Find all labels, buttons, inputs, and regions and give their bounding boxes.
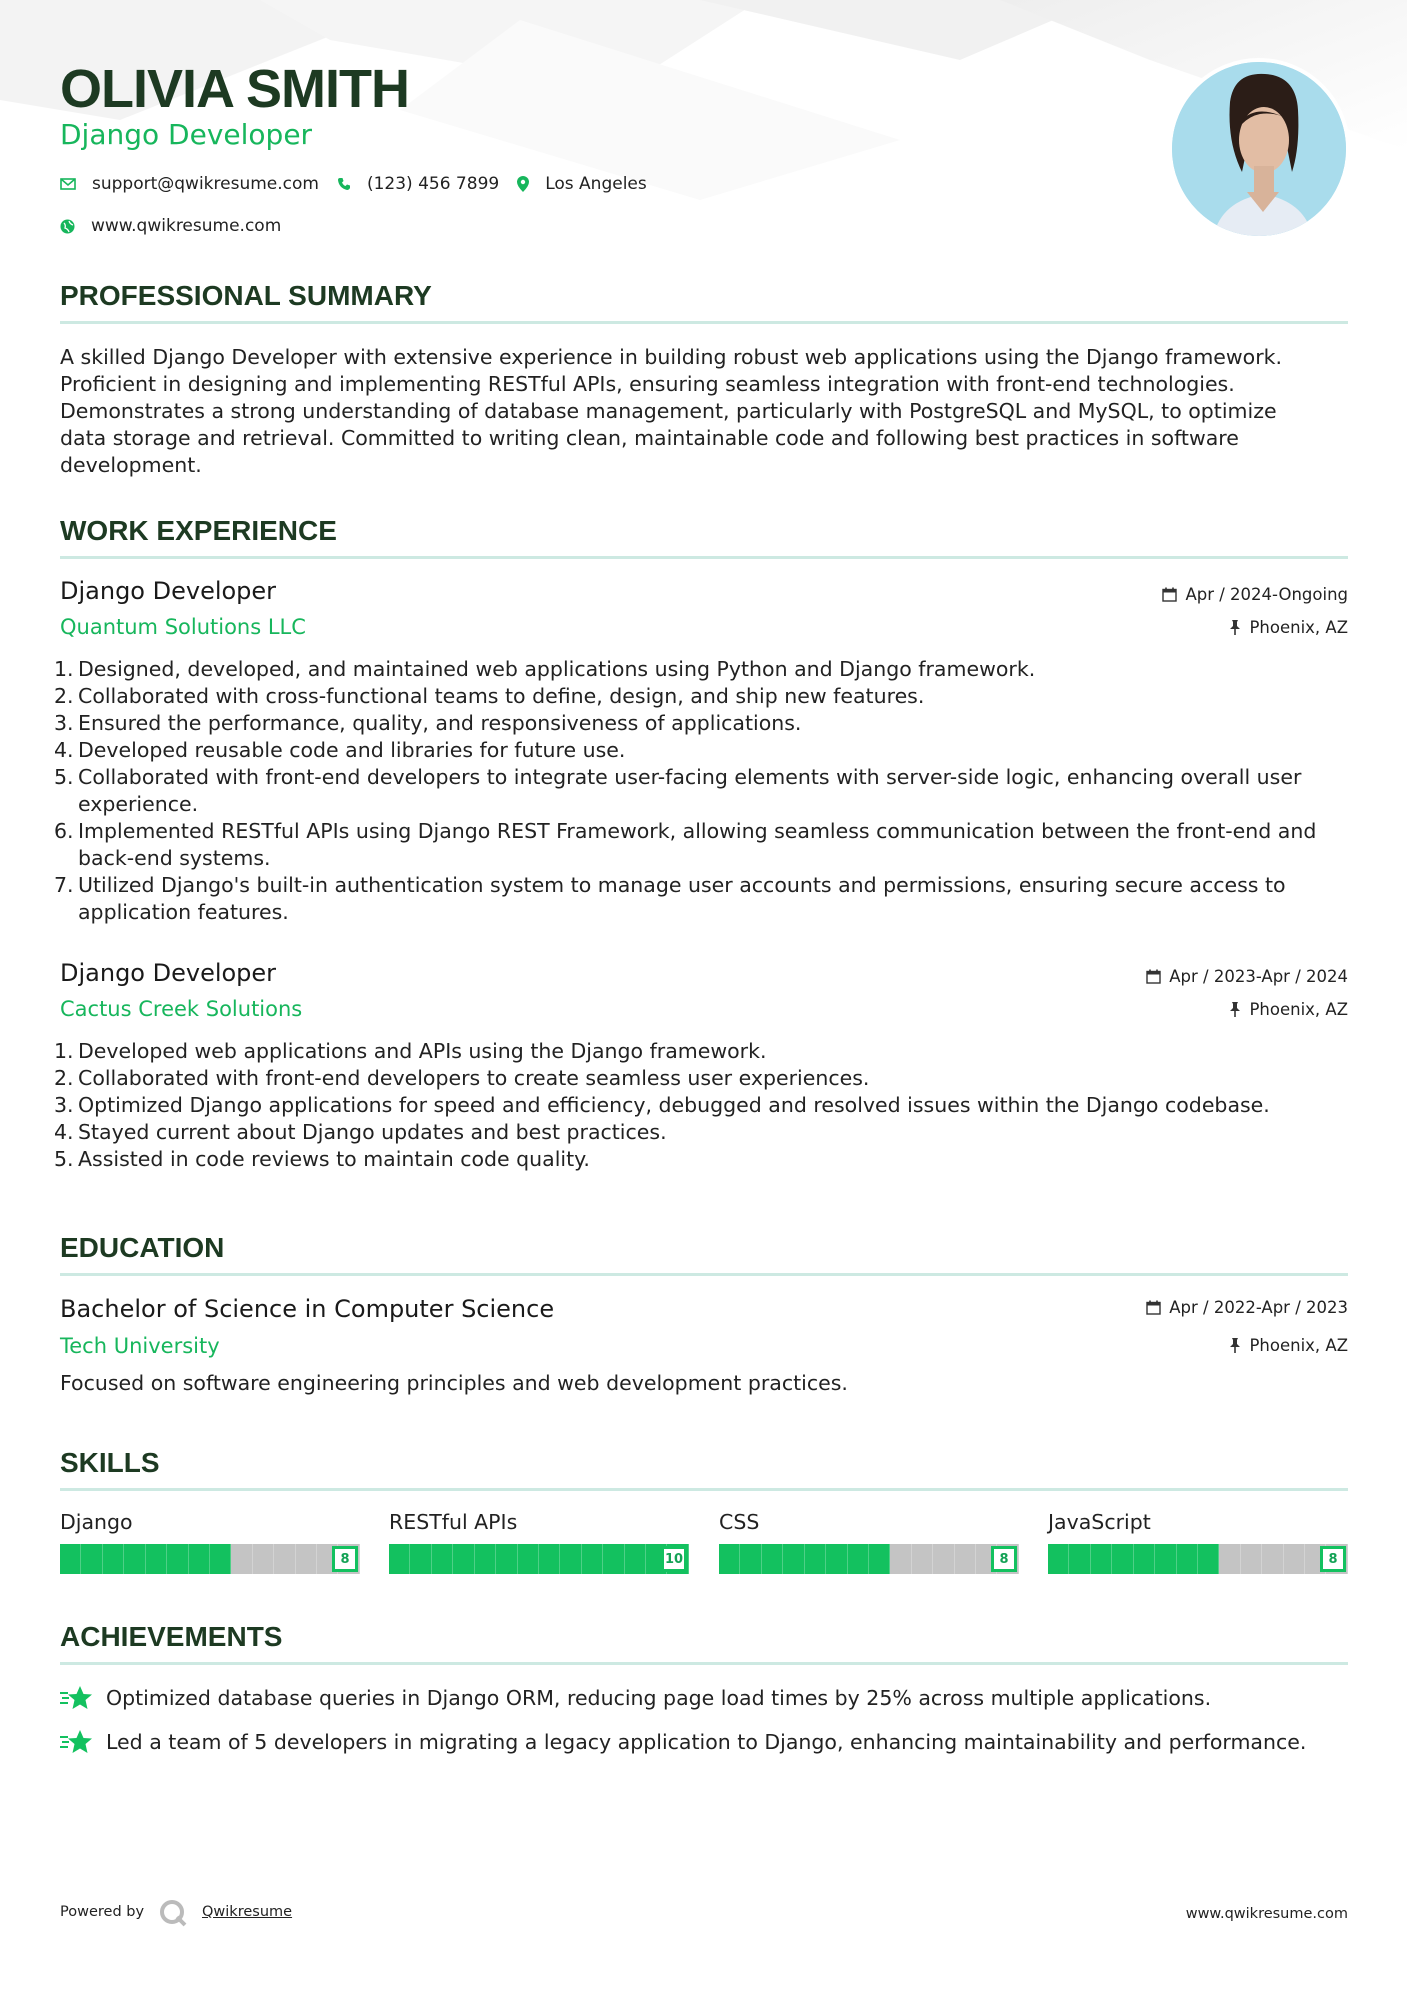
skill-bar-segment xyxy=(539,1544,560,1574)
summary-line: development. xyxy=(60,453,202,477)
job-responsibilities xyxy=(54,656,1348,926)
list-line: Developed web applications and APIs using the Django framework. xyxy=(78,1039,767,1063)
list-item xyxy=(54,710,1348,737)
list-item xyxy=(54,683,1348,710)
skill-bar-segment xyxy=(475,1544,496,1574)
skill-bar-segment xyxy=(124,1544,145,1574)
list-number: 2. xyxy=(54,684,74,708)
powered-by-label: Powered by xyxy=(60,1904,145,1920)
candidate-role: Django Developer xyxy=(60,118,313,151)
dates-text: Apr / 2023-Apr / 2024 xyxy=(1169,967,1348,986)
dates-text: Apr / 2024-Ongoing xyxy=(1185,585,1348,604)
skill-name: CSS xyxy=(719,1510,760,1534)
candidate-name: OLIVIA SMITH xyxy=(60,59,409,119)
dates-text: Apr / 2022-Apr / 2023 xyxy=(1169,1298,1348,1317)
skill-bar-segment xyxy=(805,1544,826,1574)
skill-bar-segment xyxy=(1134,1544,1155,1574)
skill-bar-segment xyxy=(912,1544,933,1574)
section-divider xyxy=(60,321,1348,324)
pushpin-icon xyxy=(1229,1338,1241,1353)
section-divider xyxy=(60,556,1348,559)
list-number: 4. xyxy=(54,738,74,762)
skill-bar-segment xyxy=(274,1544,295,1574)
job-dates xyxy=(1162,585,1348,604)
list-number: 5. xyxy=(54,765,74,789)
skill-bar-segment xyxy=(253,1544,274,1574)
skill-bar-segment xyxy=(60,1544,81,1574)
section-divider xyxy=(60,1273,1348,1276)
contact-location xyxy=(517,174,647,194)
list-line: Collaborated with front-end developers to create seamless user experiences. xyxy=(78,1066,870,1090)
list-item xyxy=(54,1065,1348,1092)
list-item xyxy=(54,764,1348,818)
list-item xyxy=(54,1119,1348,1146)
list-number: 6. xyxy=(54,819,74,843)
skill-level-badge: 8 xyxy=(332,1546,358,1572)
list-item xyxy=(54,1092,1348,1119)
list-line: Collaborated with cross-functional teams to define, design, and ship new features. xyxy=(78,684,925,708)
skill-bar-segment xyxy=(296,1544,317,1574)
skill-bar-segment xyxy=(1241,1544,1262,1574)
website-row xyxy=(60,216,299,236)
list-number: 3. xyxy=(54,711,74,735)
list-line: Developed reusable code and libraries for future use. xyxy=(78,738,626,762)
skill-bar-segment xyxy=(1048,1544,1069,1574)
list-line: Ensured the performance, quality, and responsiveness of applications. xyxy=(78,711,802,735)
list-number: 5. xyxy=(54,1147,74,1171)
list-item xyxy=(54,872,1348,926)
skill-bar-segment xyxy=(783,1544,804,1574)
envelope-icon xyxy=(60,178,76,190)
skill-bar-segment xyxy=(762,1544,783,1574)
summary-line: data storage and retrieval. Committed to writing clean, maintainable code and following best practices in software xyxy=(60,426,1239,450)
summary-line: A skilled Django Developer with extensive experience in building robust web applications using the Django framework. xyxy=(60,345,1283,369)
list-number: 1. xyxy=(54,1039,74,1063)
list-line: application features. xyxy=(78,900,289,924)
pushpin-icon xyxy=(1229,1002,1241,1017)
email-text: support@qwikresume.com xyxy=(92,174,319,194)
list-number: 4. xyxy=(54,1120,74,1144)
summary-line: Proficient in designing and implementing RESTful APIs, ensuring seamless integration with front-end technologies. xyxy=(60,372,1235,396)
skill-bar-segment xyxy=(869,1544,890,1574)
education-dates xyxy=(1146,1298,1348,1317)
skill-level-badge: 8 xyxy=(1320,1546,1346,1572)
skill-bar-segment xyxy=(1198,1544,1219,1574)
list-line: experience. xyxy=(78,792,199,816)
skill-name: JavaScript xyxy=(1048,1510,1151,1534)
calendar-icon xyxy=(1146,969,1161,984)
job-location xyxy=(1229,1000,1348,1019)
skill-bar-segment xyxy=(1091,1544,1112,1574)
list-number: 1. xyxy=(54,657,74,681)
skill-bar-segment xyxy=(625,1544,646,1574)
list-number: 7. xyxy=(54,873,74,897)
skill-bar-segment xyxy=(1177,1544,1198,1574)
location-text: Phoenix, AZ xyxy=(1249,1336,1348,1355)
list-line: Optimized Django applications for speed and efficiency, debugged and resolved issues within the Django codebase. xyxy=(78,1093,1270,1117)
skill-bar-segment xyxy=(389,1544,410,1574)
skill-bar-segment xyxy=(518,1544,539,1574)
calendar-icon xyxy=(1162,587,1177,602)
contact-website[interactable] xyxy=(60,216,281,236)
skill-bar xyxy=(60,1544,360,1574)
contact-email[interactable] xyxy=(60,174,319,194)
skill-bar-segment xyxy=(167,1544,188,1574)
skill-bar xyxy=(1048,1544,1348,1574)
company-name: Cactus Creek Solutions xyxy=(60,997,303,1021)
skill-bar-segment xyxy=(496,1544,517,1574)
skill-level-badge: 8 xyxy=(991,1546,1017,1572)
qwikresume-link[interactable]: Qwikresume xyxy=(202,1904,293,1920)
degree-title: Bachelor of Science in Computer Science xyxy=(60,1295,555,1323)
job-dates xyxy=(1146,967,1348,986)
section-title-summary: PROFESSIONAL SUMMARY xyxy=(60,280,432,311)
list-number: 2. xyxy=(54,1066,74,1090)
skill-name: RESTful APIs xyxy=(389,1510,518,1534)
contact-row xyxy=(60,174,665,194)
skill-bar-segment xyxy=(582,1544,603,1574)
job-location xyxy=(1229,618,1348,637)
website-text: www.qwikresume.com xyxy=(91,216,282,236)
summary-text xyxy=(60,344,1348,479)
school-name: Tech University xyxy=(60,1334,220,1358)
globe-icon xyxy=(60,219,75,234)
list-item xyxy=(54,818,1348,872)
phone-icon xyxy=(337,177,351,191)
skill-bar-segment xyxy=(560,1544,581,1574)
location-text: Phoenix, AZ xyxy=(1249,618,1348,637)
achievement-text: Optimized database queries in Django ORM, reducing page load times by 25% across multiple applications. xyxy=(106,1686,1212,1710)
job-responsibilities xyxy=(54,1038,1348,1173)
list-item xyxy=(54,1038,1348,1065)
skill-name: Django xyxy=(60,1510,133,1534)
skill-bar-segment xyxy=(719,1544,740,1574)
skill-bar-segment xyxy=(933,1544,954,1574)
skill-bar-segment xyxy=(890,1544,911,1574)
skill-bar-segment xyxy=(955,1544,976,1574)
qwikresume-logo-icon xyxy=(158,1898,188,1928)
section-title-experience: WORK EXPERIENCE xyxy=(60,515,337,546)
summary-line: Demonstrates a strong understanding of database management, particularly with PostgreSQL and MySQL, to optimize xyxy=(60,399,1277,423)
skill-bar-segment xyxy=(1219,1544,1240,1574)
list-line: Collaborated with front-end developers to integrate user-facing elements with server-side logic, enhancing overall user xyxy=(78,765,1302,789)
pushpin-icon xyxy=(1229,620,1241,635)
profile-photo xyxy=(1168,58,1350,240)
star-achievement-icon xyxy=(60,1729,92,1755)
company-name: Quantum Solutions LLC xyxy=(60,615,306,639)
skill-item xyxy=(719,1510,1019,1574)
list-item xyxy=(54,1146,1348,1173)
list-line: Stayed current about Django updates and best practices. xyxy=(78,1120,667,1144)
phone-text: (123) 456 7899 xyxy=(366,174,500,194)
skill-bar-segment xyxy=(453,1544,474,1574)
job-title: Django Developer xyxy=(60,959,277,987)
calendar-icon xyxy=(1146,1300,1161,1315)
skill-bar xyxy=(719,1544,1019,1574)
list-item xyxy=(54,737,1348,764)
skill-level-badge: 10 xyxy=(661,1546,687,1572)
list-line: back-end systems. xyxy=(78,846,271,870)
skill-bar-segment xyxy=(603,1544,624,1574)
list-item xyxy=(54,656,1348,683)
list-line: Designed, developed, and maintained web applications using Python and Django framework. xyxy=(78,657,1036,681)
skill-bar-segment xyxy=(81,1544,102,1574)
skill-bar-segment xyxy=(146,1544,167,1574)
skill-item xyxy=(60,1510,360,1574)
contact-phone[interactable] xyxy=(337,174,499,194)
job-title: Django Developer xyxy=(60,577,277,605)
list-line: Assisted in code reviews to maintain code quality. xyxy=(78,1147,590,1171)
skill-bar-segment xyxy=(410,1544,431,1574)
skill-bar-segment xyxy=(1262,1544,1283,1574)
skill-bar-segment xyxy=(103,1544,124,1574)
achievement-text: Led a team of 5 developers in migrating a legacy application to Django, enhancing maintainability and performance. xyxy=(106,1730,1307,1754)
list-number: 3. xyxy=(54,1093,74,1117)
education-location xyxy=(1229,1336,1348,1355)
achievement-item xyxy=(60,1729,1306,1755)
skill-bar-segment xyxy=(432,1544,453,1574)
skill-item xyxy=(1048,1510,1348,1574)
section-title-achievements: ACHIEVEMENTS xyxy=(60,1621,283,1652)
skill-bar-segment xyxy=(210,1544,231,1574)
skill-bar-segment xyxy=(1112,1544,1133,1574)
skill-item xyxy=(389,1510,689,1574)
section-divider xyxy=(60,1662,1348,1665)
skill-bar-segment xyxy=(1284,1544,1305,1574)
list-line: Implemented RESTful APIs using Django REST Framework, allowing seamless communication between the front-end and xyxy=(78,819,1317,843)
skill-bar-segment xyxy=(1155,1544,1176,1574)
location-text: Phoenix, AZ xyxy=(1249,1000,1348,1019)
section-title-skills: SKILLS xyxy=(60,1447,160,1478)
star-achievement-icon xyxy=(60,1685,92,1711)
skill-bar-segment xyxy=(826,1544,847,1574)
skill-bar-segment xyxy=(740,1544,761,1574)
section-title-education: EDUCATION xyxy=(60,1232,225,1263)
skill-bar-segment xyxy=(1069,1544,1090,1574)
education-description: Focused on software engineering principles and web development practices. xyxy=(60,1371,848,1395)
location-text: Los Angeles xyxy=(545,174,647,194)
achievement-item xyxy=(60,1685,1211,1711)
map-pin-icon xyxy=(517,176,529,192)
skill-bar-segment xyxy=(231,1544,252,1574)
section-divider xyxy=(60,1488,1348,1491)
list-line: Utilized Django's built-in authentication system to manage user accounts and permissions, ensuring secure access to xyxy=(78,873,1286,897)
skill-bar-segment xyxy=(848,1544,869,1574)
footer-url[interactable]: www.qwikresume.com xyxy=(1185,1906,1348,1922)
skill-bar-segment xyxy=(189,1544,210,1574)
skill-bar xyxy=(389,1544,689,1574)
